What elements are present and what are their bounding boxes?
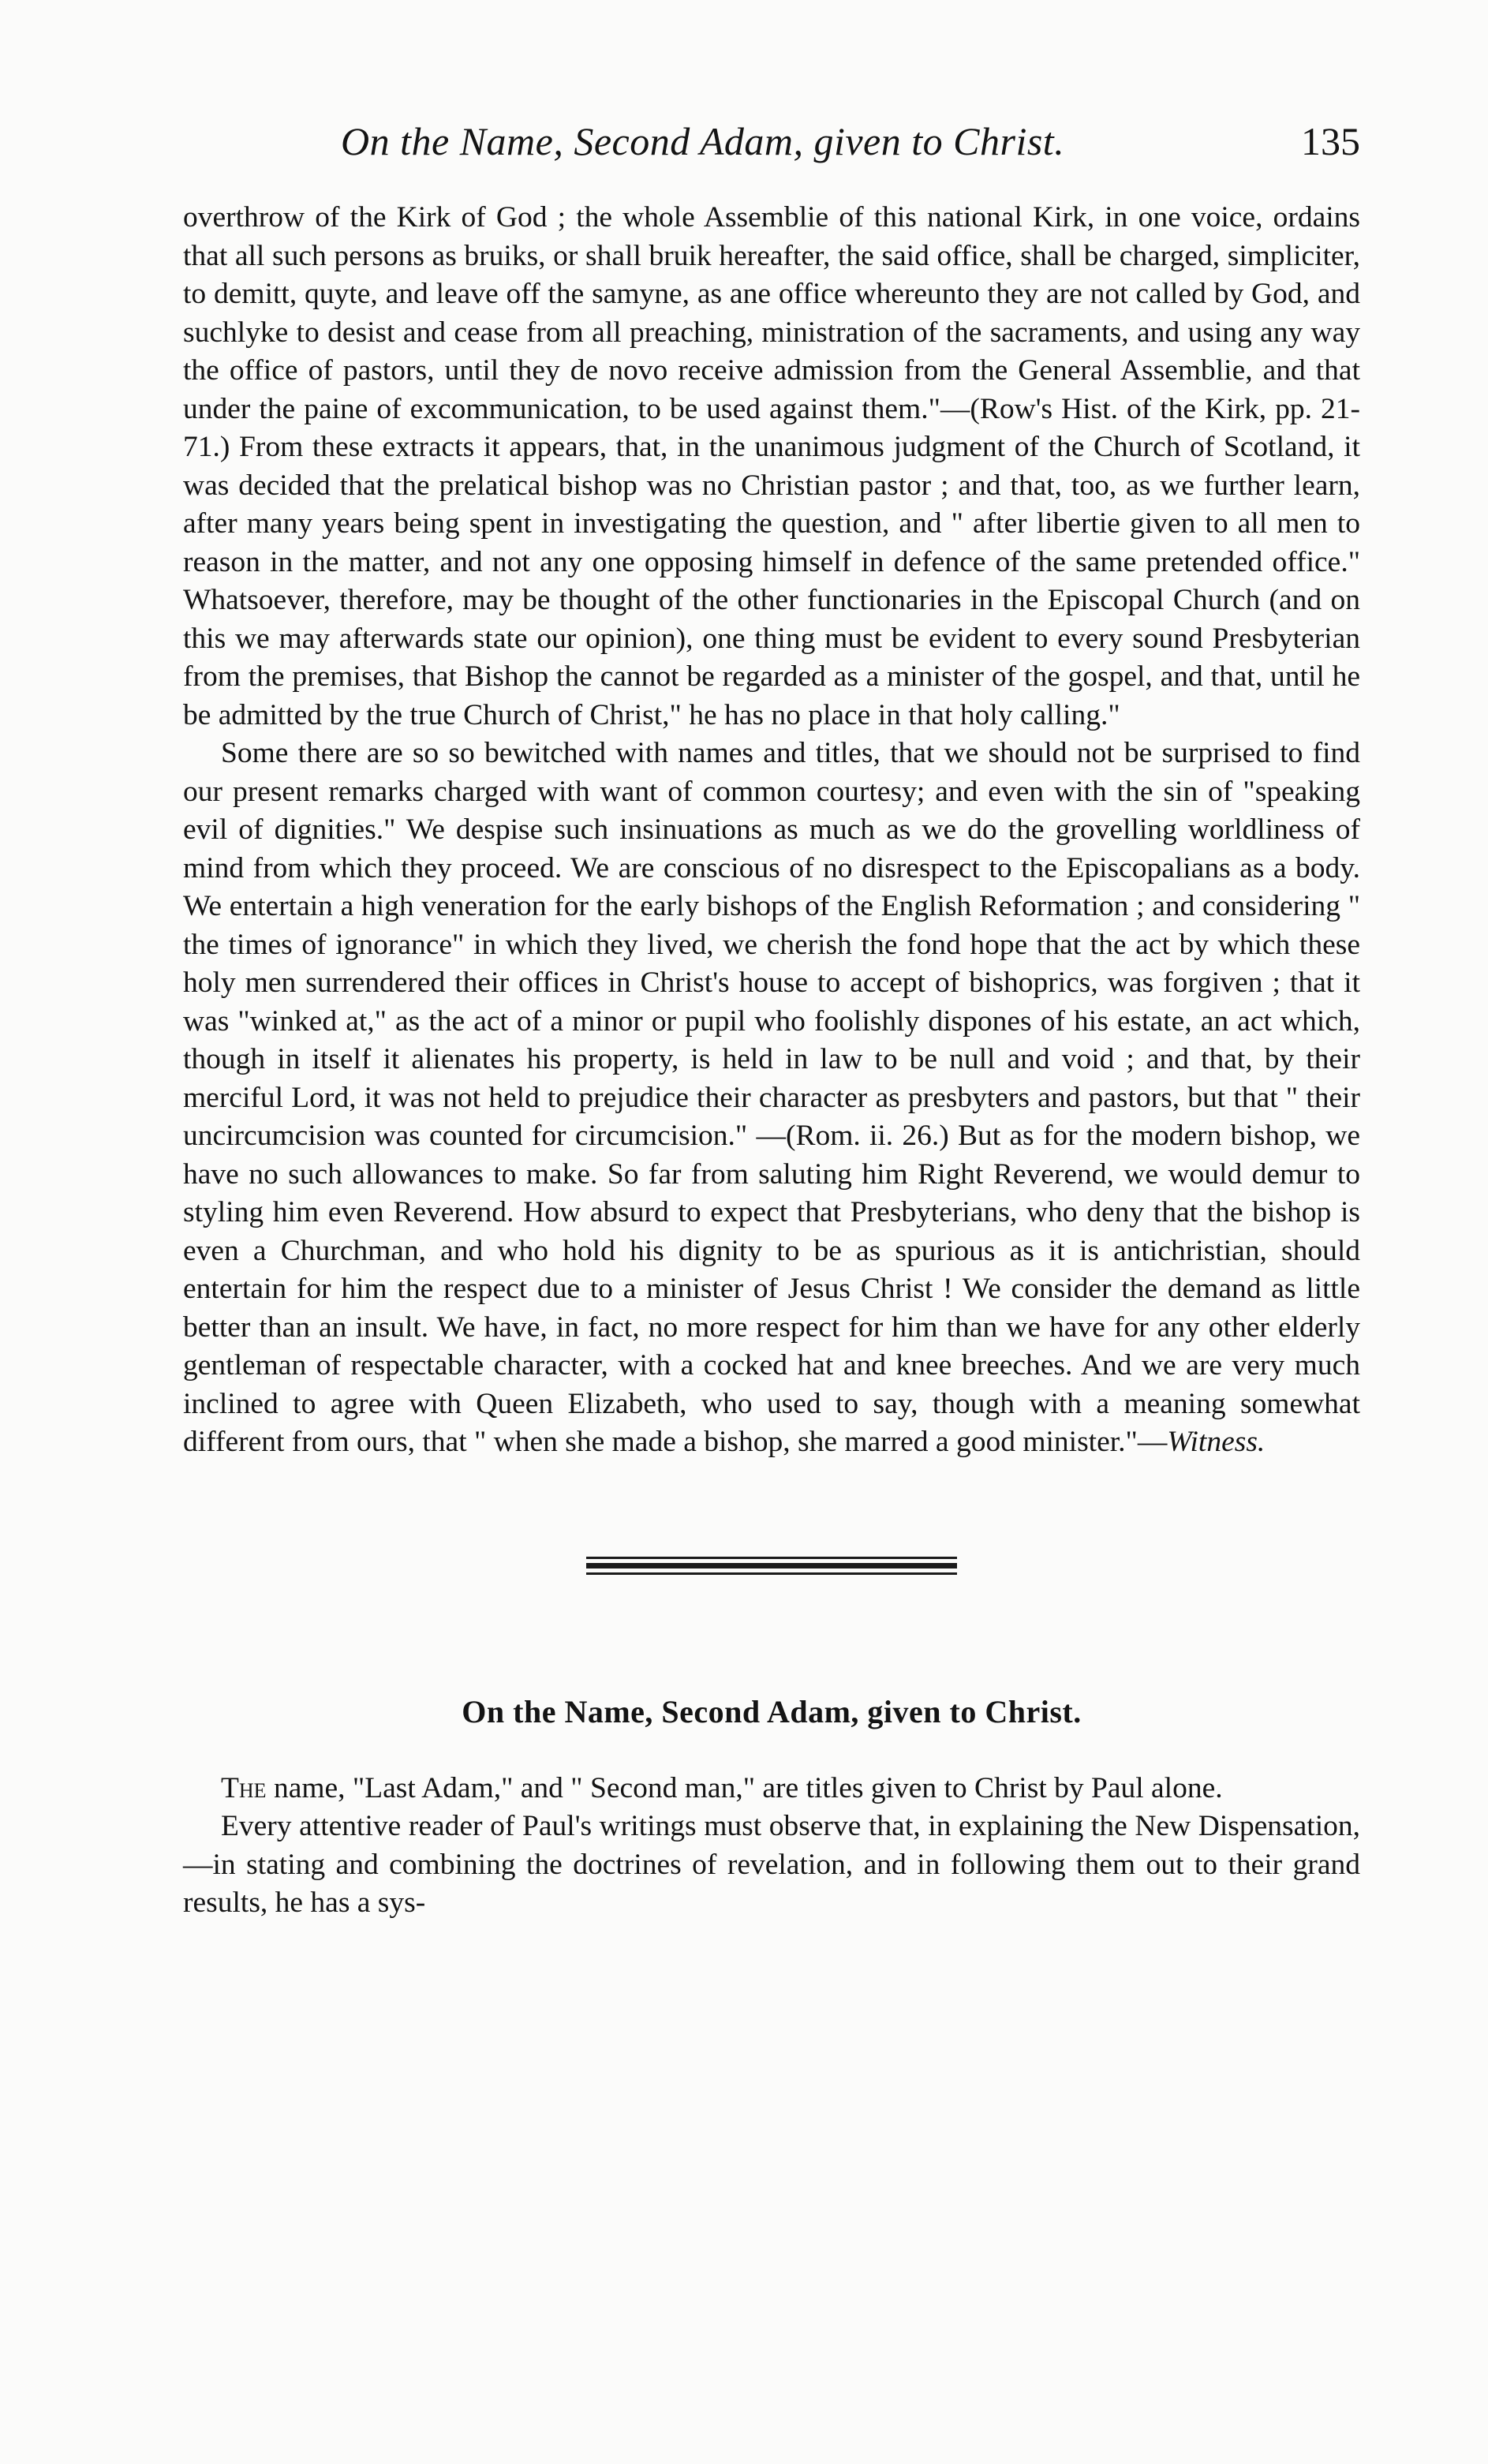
- divider-rule-top: [586, 1557, 957, 1559]
- article-body: [183, 199, 1360, 1462]
- divider-rule-middle: [586, 1563, 957, 1569]
- article-paragraph-1: overthrow of the Kirk of God ; the whole Assemblie of this national Kirk, in one voice, ordains that all such persons as bruiks, or shall bruik hereafter, the said office, shall be charged, simpliciter, to demitt, quyte, and leave off the samyne, as ane office whereunto they are not called by God, and suchlyke to desist and cease from all preaching, ministration of the sacraments, and using any way the office of pastors, until they de novo receive admission from the General Assemblie, and that under the paine of excommunication, to be used against them."—(Row's Hist. of the Kirk, pp. 21-71.) From these extracts it appears, that, in the unanimous judgment of the Church of Scotland, it was decided that the prelatical bishop was no Christian pastor ; and that, too, as we further learn, after many years being spent in investigating the question, and " after libertie given to all men to reason in the matter, and not any one opposing himself in defence of the same pretended office." Whatsoever, therefore, may be thought of the other functionaries in the Episcopal Church (and on this we may afterwards state our opinion), one thing must be evident to every sound Presbyterian from the premises, that Bishop the cannot be regarded as a minister of the gospel, and that, until he be admitted by the true Church of Christ," he has no place in that holy calling.": [183, 201, 1360, 731]
- section-body: [183, 1770, 1360, 1923]
- section-paragraph-1: [183, 1770, 1360, 1808]
- book-page: [183, 118, 1360, 1923]
- page-number: 135: [1301, 119, 1360, 163]
- article-paragraph-2: [183, 735, 1360, 1462]
- section-heading: On the Name, Second Adam, given to Christ.: [462, 1693, 1082, 1729]
- running-head: [183, 118, 1360, 181]
- section-paragraph-2: Every attentive reader of Paul's writings must observe that, in explaining the New Dispensation,—in stating and combining the doctrines of revelation, and in following them out to their grand results, he has a sys-: [183, 1810, 1360, 1919]
- article-paragraph-2-text: Some there are so so bewitched with names and titles, that we should not be surprised to find our present remarks charged with want of common courtesy; and even with the sin of "speaking evil of dignities." We despise such insinuations as much as we do the grovelling worldliness of mind from which they proceed. We are conscious of no disrespect to the Episcopalians as a body. We entertain a high veneration for the early bishops of the English Reformation ; and considering " the times of ignorance" in which they lived, we cherish the fond hope that the act by which these holy men surrendered their offices in Christ's house to accept of bishoprics, was forgiven ; that it was "winked at," as the act of a minor or pupil who foolishly dispones of his estate, an act which, though in itself it alienates his property, is held in law to be null and void ; and that, by their merciful Lord, it was not held to prejudice their character as presbyters and pastors, but that " their uncircumcision was counted for circumcision." —(Rom. ii. 26.) But as for the modern bishop, we have no such allowances to make. So far from saluting him Right Reverend, we would demur to styling him even Reverend. How absurd to expect that Presbyterians, who deny that the bishop is even a Churchman, and who hold his dignity to be as spurious as it is antichristian, should entertain for him the respect due to a minister of Jesus Christ ! We consider the demand as little better than an insult. We have, in fact, no more respect for him than we have for any other elderly gentleman of respectable character, with a cocked hat and knee breeches. And we are very much inclined to agree with Queen Elizabeth, who used to say, though with a meaning somewhat different from ours, that " when she made a bishop, she marred a good minister."—: [183, 737, 1360, 1458]
- section-divider: [586, 1557, 957, 1575]
- running-title: On the Name, Second Adam, given to Christ.: [341, 119, 1065, 163]
- section-lead-word: The: [221, 1771, 267, 1804]
- divider-rule-bottom: [586, 1572, 957, 1575]
- source-attribution: Witness.: [1167, 1426, 1266, 1458]
- section-paragraph-1-text: name, "Last Adam," and " Second man," are titles given to Christ by Paul alone.: [266, 1771, 1223, 1804]
